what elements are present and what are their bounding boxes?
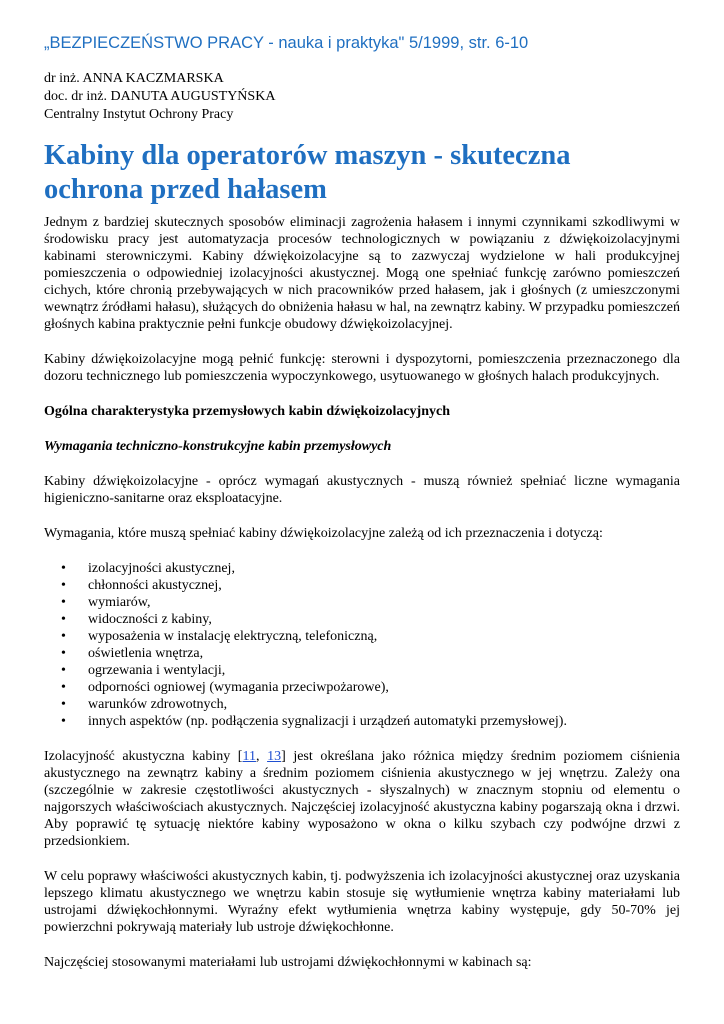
list-item: • ogrzewania i wentylacji, [61,663,226,678]
journal-header: „BEZPIECZEŃSTWO PRACY - nauka i praktyka" 5/1999, str. 6-10 [44,34,529,52]
article-body [44,214,680,971]
author-2: doc. dr inż. DANUTA AUGUSTYŃSKA [44,89,276,104]
institution: Centralny Instytut Ochrony Pracy [44,107,234,122]
reference-link-11[interactable]: 11 [242,749,256,764]
requirements-list [44,560,680,730]
article-title [44,139,684,207]
paragraph-requirements-list-intro: Wymagania, które muszą spełniać kabiny dźwiękoizolacyjne zależą od ich przeznaczenia i dotyczą: [44,526,603,541]
list-item: • odporności ogniowej (wymagania przeciwpożarowe), [61,680,389,695]
paragraph-requirements-intro: Kabiny dźwiękoizolacyjne - oprócz wymagań akustycznych - muszą również spełniać liczne wymagania higieniczno-sanitarne oraz eksploatacyjne. [44,474,680,506]
list-item: • innych aspektów (np. podłączenia sygnalizacji i urządzeń automatyki przemysłowej). [61,714,567,729]
list-item: • wymiarów, [61,595,151,610]
paragraph-materials-intro: Najczęściej stosowanymi materiałami lub ustrojami dźwiękochłonnymi w kabinach są: [44,955,532,970]
paragraph-insulation: Izolacyjność akustyczna kabiny [11, 13] jest określana jako różnica między średnim poziomem ciśnienia akustycznego na zewnątrz kabiny a średnim poziomem ciśnienia akustycznego w jej wnętrzu. Zależy ona (szczególnie w zakresie częstotliwości akustycznych - słyszalnych) w znacznym stopniu od elementu o najgorszych właściwościach akustycznych. Najczęściej izolacyjność akustyczna kabiny pogarszają okna i drzwi. Aby poprawić tę sytuację niektóre kabiny wyposażono w okna o kilku szybach czy podwójne drzwi z przedsionkiem. [44,749,680,849]
subsection-heading: Wymagania techniczno-konstrukcyjne kabin przemysłowych [44,439,392,454]
paragraph-intro: Jednym z bardziej skutecznych sposobów eliminacji zagrożenia hałasem i innymi czynnikami szkodliwymi w środowisku pracy jest automatyzacja procesów technologicznych w powiązaniu z dźwiękoizolacyjnymi kabinami sterowniczymi. Kabiny dźwiękoizolacyjne są to zazwyczaj wydzielone w hali produkcyjnej pomieszczenia o odpowiedniej izolacyjności akustycznej. Mogą one spełniać funkcję zarówno pomieszczeń cichych, które chronią przebywających w nich pracowników przed hałasem, jak i głośnych (z umieszczonymi wewnątrz źródłami hałasu), służących do obniżenia hałasu w hal, na zewnątrz kabiny. W przypadku pomieszczeń głośnych kabina praktycznie pełni funkcje obudowy dźwiękoizolacyjnej. [44,215,680,332]
list-item: • wyposażenia w instalację elektryczną, telefoniczną, [61,629,378,644]
list-item: • izolacyjności akustycznej, [61,561,235,576]
list-item: • chłonności akustycznej, [61,578,222,593]
author-1: dr inż. ANNA KACZMARSKA [44,71,224,86]
paragraph-absorption: W celu poprawy właściwości akustycznych kabin, tj. podwyższenia ich izolacyjności akustycznej oraz uzyskania lepszego klimatu akustycznego we wnętrzu kabin stosuje się wytłumienie wnętrza kabiny materiałami lub ustrojami dźwiękochłonnymi. Wyraźny efekt wytłumienia wnętrza kabiny występuje, gdy 50-70% jej powierzchni pokrywają materiały lub ustroje dźwiękochłonne. [44,869,680,935]
title-line-1: Kabiny dla operatorów maszyn - skuteczna [44,140,571,171]
paragraph-functions: Kabiny dźwiękoizolacyjne mogą pełnić funkcję: sterowni i dyspozytorni, pomieszczenia przeznaczonego dla dozoru technicznego lub pomieszczenia wypoczynkowego, usytuowanego w głośnych halach produkcyjnych. [44,352,680,384]
title-line-2: ochrona przed hałasem [44,174,327,205]
author-block [44,70,275,124]
section-heading: Ogólna charakterystyka przemysłowych kabin dźwiękoizolacyjnych [44,404,450,419]
list-item: • warunków zdrowotnych, [61,697,228,712]
list-item: • widoczności z kabiny, [61,612,212,627]
reference-link-13[interactable]: 13 [267,749,282,764]
list-item: • oświetlenia wnętrza, [61,646,204,661]
